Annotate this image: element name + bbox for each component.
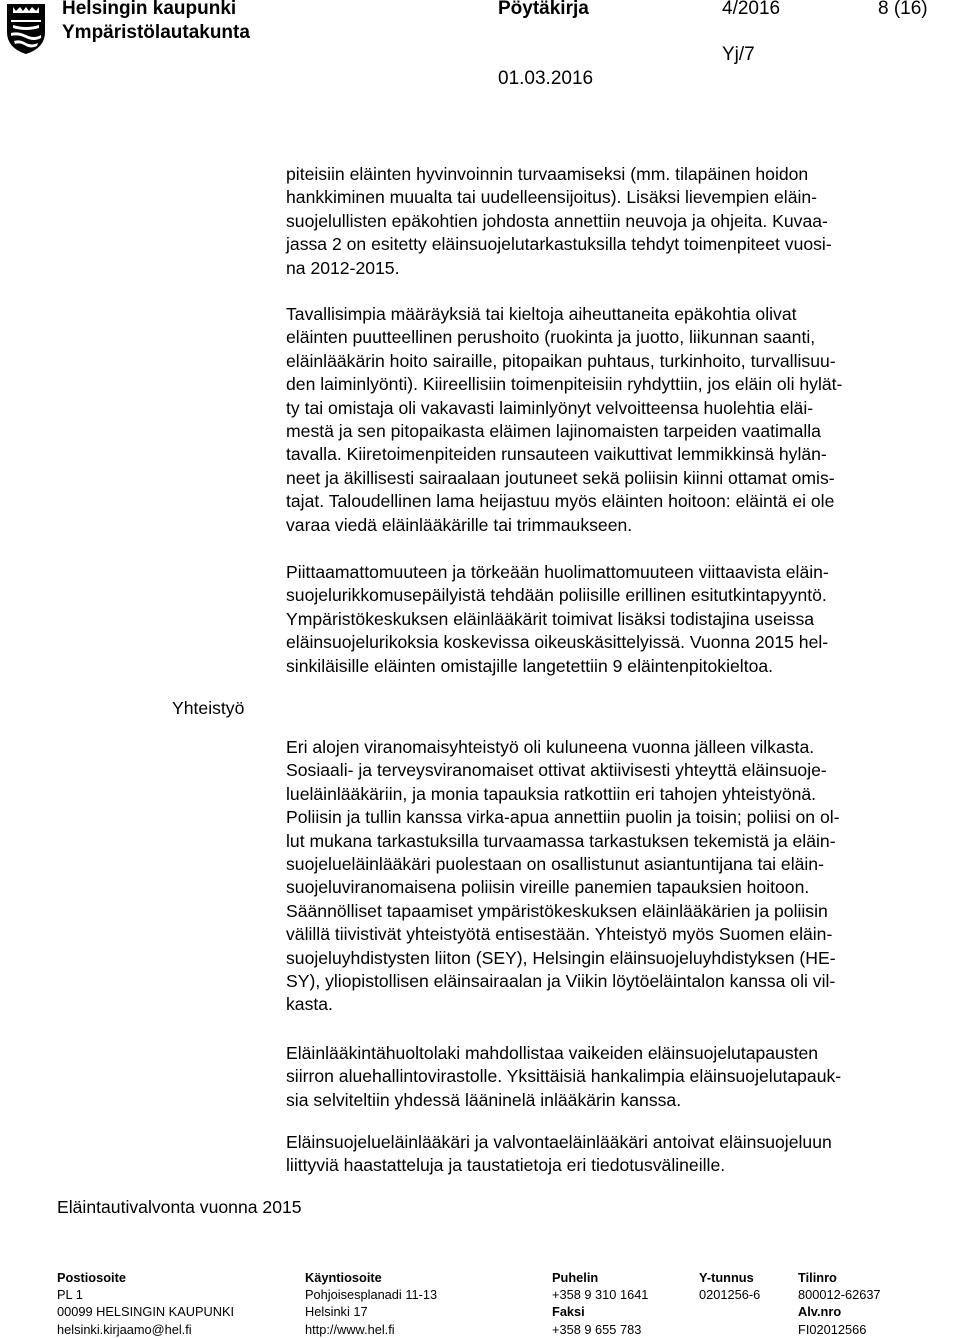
text-line: suojeluviranomaisena poliisin vireille panemien tapauksien hoitoon. bbox=[286, 877, 810, 898]
page-number: 8 (16) bbox=[878, 0, 928, 19]
text-line: suojelurikkomusepäilyistä tehdään poliisille erillinen esitutkintapyyntö. bbox=[286, 585, 827, 606]
meeting-date: 01.03.2016 bbox=[498, 68, 594, 89]
business-id-value: 0201256-6 bbox=[699, 1287, 761, 1303]
text-line: Eläinsuojelueläinlääkäri ja valvontaeläinlääkäri antoivat eläinsuojeluun bbox=[286, 1132, 832, 1152]
text-line: den laiminlyönti). Kiireellisiin toimenpiteisiin ryhdyttiin, jos eläin oli hylät- bbox=[286, 374, 843, 395]
text-line: eläinsuojelurikoksia koskevissa oikeuskäsittelyissä. Vuonna 2015 hel- bbox=[286, 632, 829, 653]
helsinki-crest-icon bbox=[4, 2, 48, 56]
paragraph-cooperation bbox=[286, 736, 840, 1017]
document-number: 4/2016 bbox=[722, 0, 781, 19]
text-line: tavalla. Kiiretoimenpiteiden runsauteen vaikuttivat lemmikkinsä hylän- bbox=[286, 444, 827, 465]
footer-heading: Y-tunnus bbox=[699, 1270, 754, 1285]
text-line: lut mukana tarkastuksilla turvaamassa tarkastuksen tekemistä ja eläin- bbox=[286, 830, 836, 851]
text-line: mestä ja sen pitopaikasta eläimen lajinomaisten tarpeiden vaatimalla bbox=[286, 421, 821, 442]
footer-line: Pohjoisesplanadi 11-13 bbox=[305, 1287, 438, 1303]
footer-line: PL 1 bbox=[57, 1287, 83, 1303]
board-name: Ympäristölautakunta bbox=[62, 22, 250, 43]
text-line: suojelueläinlääkäri puolestaan on osallistunut asiantuntijana tai eläin- bbox=[286, 854, 824, 875]
footer-heading: Faksi bbox=[552, 1304, 585, 1320]
text-line: suojeluyhdistysten liiton (SEY), Helsingin eläinsuojeluyhdistyksen (HE- bbox=[286, 947, 836, 968]
footer-heading: Alv.nro bbox=[798, 1304, 842, 1320]
bank-account-value: 800012-62637 bbox=[798, 1287, 881, 1303]
text-line: kasta. bbox=[286, 994, 333, 1015]
text-line: sia selviteltiin yhdessä lääninelä inlääkärin kanssa. bbox=[286, 1089, 682, 1110]
text-line: liittyviä haastatteluja ja taustatietoja eri tiedotusvälineille. bbox=[286, 1155, 726, 1176]
text-line: tajat. Taloudellinen lama heijastuu myös eläinten hoitoon: eläintä ei ole bbox=[286, 491, 835, 512]
text-line: Säännölliset tapaamiset ympäristökeskuksen eläinlääkärien ja poliisin bbox=[286, 900, 828, 921]
vat-number-value: FI02012566 bbox=[798, 1321, 867, 1337]
text-line: eläinten puutteellinen perushoito (ruokinta ja juotto, liikunnan saanti, bbox=[286, 327, 816, 348]
text-line: Eläinlääkintähuoltolaki mahdollistaa vaikeiden eläinsuojelutapausten bbox=[286, 1043, 819, 1063]
footer-heading: Tilinro bbox=[798, 1270, 837, 1285]
footer-email-link[interactable]: helsinki.kirjaamo@hel.fi bbox=[57, 1321, 192, 1337]
text-line: piteisiin eläinten hyvinvoinnin turvaamiseksi (mm. tilapäinen hoidon bbox=[286, 164, 809, 184]
footer-business-id bbox=[699, 1269, 760, 1303]
footer-visiting-address bbox=[305, 1269, 437, 1338]
text-line: hankkiminen muualta tai uudelleensijoitus). Lisäksi lievempien eläin- bbox=[286, 187, 818, 208]
text-line: SY), yliopistollisen eläinsairaalan ja Viikin löytöeläintalon kanssa oli vil- bbox=[286, 971, 836, 992]
text-line: siirron aluehallintovirastolle. Yksittäisiä hankalimpia eläinsuojelutapauk- bbox=[286, 1066, 842, 1087]
fax-number: +358 9 655 783 bbox=[552, 1321, 642, 1337]
side-label-cooperation: Yhteistyö bbox=[172, 698, 245, 718]
footer-bank bbox=[798, 1269, 881, 1338]
text-line: varaa viedä eläinlääkärille tai trimmaukseen. bbox=[286, 514, 633, 535]
footer-line: 00099 HELSINGIN KAUPUNKI bbox=[57, 1304, 235, 1320]
text-line: Piittaamattomuuteen ja törkeään huolimattomuuteen viittaavista eläin- bbox=[286, 562, 829, 582]
text-line: lueläinlääkäriin, ja monia tapauksia ratkottiin eri tahojen yhteistyönä. bbox=[286, 783, 817, 804]
text-line: Ympäristökeskuksen eläinlääkärit toimivat lisäksi todistajina useissa bbox=[286, 608, 815, 629]
footer-line: Helsinki 17 bbox=[305, 1304, 368, 1320]
footer-phone bbox=[552, 1269, 648, 1338]
text-line: sinkiläisille eläinten omistajille langetettiin 9 eläintenpitokieltoa. bbox=[286, 655, 774, 676]
section-id: Yj/7 bbox=[722, 44, 755, 65]
phone-number: +358 9 310 1641 bbox=[552, 1287, 649, 1303]
paragraph-veterinary-law bbox=[286, 1042, 841, 1112]
footer-website-link[interactable]: http://www.hel.fi bbox=[305, 1321, 395, 1337]
text-line: Tavallisimpia määräyksiä tai kieltoja aiheuttaneita epäkohtia olivat bbox=[286, 304, 797, 324]
side-label-animal-welfare-2015: Eläintautivalvonta vuonna 2015 bbox=[57, 1197, 302, 1217]
org-name: Helsingin kaupunki bbox=[62, 0, 237, 19]
paragraph-criminal-cases bbox=[286, 561, 829, 678]
text-line: neet ja äkillisesti sairaalaan joutuneet sekä poliisin kiinni ottamat omis- bbox=[286, 467, 835, 488]
paragraph-interviews bbox=[286, 1131, 832, 1178]
text-line: Poliisin ja tullin kanssa virka-apua annettiin puolin ja toisin; poliisi on ol- bbox=[286, 807, 840, 828]
footer-heading: Postiosoite bbox=[57, 1270, 126, 1285]
footer-heading: Käyntiosoite bbox=[305, 1270, 382, 1285]
document-type: Pöytäkirja bbox=[498, 0, 589, 19]
text-line: ty tai omistaja oli vakavasti laiminlyönyt velvoitteensa huolehtia eläi- bbox=[286, 397, 814, 418]
text-line: eläinlääkärin hoito sairaille, pitopaikan puhtaus, turkinhoito, turvallisuu- bbox=[286, 350, 836, 371]
footer-heading: Puhelin bbox=[552, 1270, 599, 1285]
text-line: Sosiaali- ja terveysviranomaiset ottivat aktiivisesti yhteyttä eläinsuoje- bbox=[286, 760, 827, 781]
text-line: na 2012-2015. bbox=[286, 257, 400, 278]
footer-postal-address bbox=[57, 1269, 234, 1338]
text-line: suojelullisten epäkohtien johdosta annettiin neuvoja ja ohjeita. Kuvaa- bbox=[286, 210, 828, 231]
text-line: Eri alojen viranomaisyhteistyö oli kuluneena vuonna jälleen vilkasta. bbox=[286, 737, 815, 757]
text-line: välillä tiivistivät yhteistyötä entisestään. Yhteistyö myös Suomen eläin- bbox=[286, 924, 833, 945]
paragraph-common-defects bbox=[286, 303, 842, 537]
paragraph-measures bbox=[286, 163, 832, 280]
text-line: jassa 2 on esitetty eläinsuojelutarkastuksilla tehdyt toimenpiteet vuosi- bbox=[286, 234, 832, 255]
